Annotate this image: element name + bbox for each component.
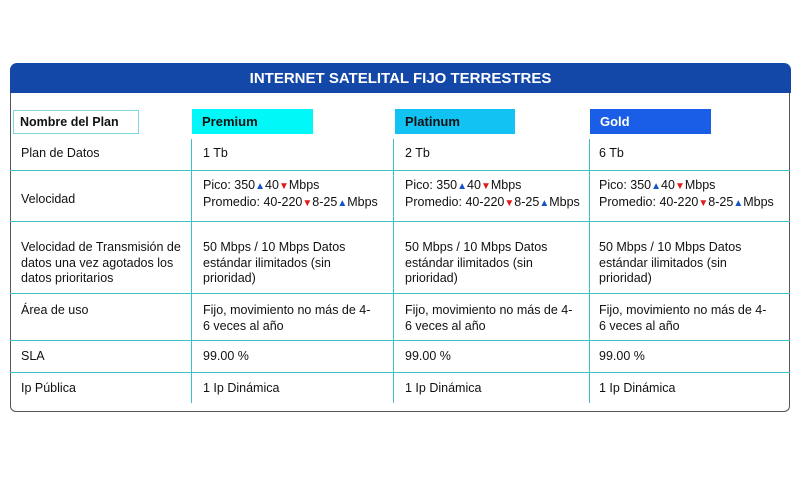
down-triangle-icon: ▼: [480, 181, 491, 192]
cell-velocidad-gold: [599, 178, 774, 211]
row-label-ip-publica: Ip Pública: [21, 381, 76, 395]
up-triangle-icon: ▲: [651, 181, 662, 192]
cell-sla-platinum: 99.00 %: [405, 349, 451, 363]
down-triangle-icon: ▼: [278, 181, 289, 192]
column-divider: [589, 139, 590, 403]
pico-mid: 40: [661, 178, 675, 192]
row-label-area-de-uso: Área de uso: [21, 303, 89, 317]
plan-header-label: Platinum: [405, 114, 460, 129]
row-label-sla: SLA: [21, 349, 45, 363]
cell-ip-gold: 1 Ip Dinámica: [599, 381, 676, 395]
promedio-suffix: Mbps: [347, 194, 378, 209]
cell-ip-platinum: 1 Ip Dinámica: [405, 381, 482, 395]
cell-ip-premium: 1 Ip Dinámica: [203, 381, 280, 395]
promedio-mid: 8-25: [514, 194, 540, 209]
cell-area-platinum: Fijo, movimiento no más de 4-6 veces al año: [405, 303, 573, 333]
plan-name-header: [13, 110, 139, 134]
up-triangle-icon: ▲: [733, 197, 744, 209]
column-divider: [393, 139, 394, 403]
row-divider: [10, 170, 790, 171]
pico-line: [203, 178, 378, 195]
row-divider: [10, 340, 790, 341]
promedio-prefix: Promedio: 40-220: [203, 194, 303, 209]
cell-plan-de-datos-premium: 1 Tb: [203, 146, 228, 160]
row-label-velocidad-transmision: Velocidad de Transmisión de datos una vez agotados los datos prioritarios: [21, 240, 181, 285]
pico-mid: 40: [467, 178, 481, 192]
cell-area-gold: Fijo, movimiento no más de 4-6 veces al año: [599, 303, 767, 333]
pico-suffix: Mbps: [684, 178, 716, 192]
plan-header-platinum: [395, 109, 515, 134]
pico-prefix: Pico: 350: [203, 178, 256, 192]
cell-velocidad-platinum: [405, 178, 580, 211]
up-triangle-icon: ▲: [457, 181, 468, 192]
page-title: INTERNET SATELITAL FIJO TERRESTRES: [249, 69, 552, 87]
pico-suffix: Mbps: [288, 178, 320, 192]
column-divider: [191, 139, 192, 403]
cell-sla-gold: 99.00 %: [599, 349, 645, 363]
promedio-suffix: Mbps: [549, 194, 580, 209]
pico-mid: 40: [265, 178, 279, 192]
cell-transmision-platinum: 50 Mbps / 10 Mbps Datos estándar ilimitados (sin prioridad): [405, 240, 548, 285]
up-triangle-icon: ▲: [539, 197, 550, 209]
promedio-prefix: Promedio: 40-220: [599, 194, 699, 209]
promedio-line: [203, 195, 378, 212]
down-triangle-icon: ▼: [302, 197, 313, 209]
promedio-line: [599, 195, 774, 212]
row-divider: [10, 221, 790, 222]
pico-prefix: Pico: 350: [405, 178, 458, 192]
cell-plan-de-datos-gold: 6 Tb: [599, 146, 624, 160]
up-triangle-icon: ▲: [337, 197, 348, 209]
pico-line: [599, 178, 774, 195]
row-divider: [10, 293, 790, 294]
down-triangle-icon: ▼: [674, 181, 685, 192]
down-triangle-icon: ▼: [698, 197, 709, 209]
pico-prefix: Pico: 350: [599, 178, 652, 192]
plan-header-gold: [590, 109, 711, 134]
cell-sla-premium: 99.00 %: [203, 349, 249, 363]
plan-header-label: Premium: [202, 114, 258, 129]
promedio-suffix: Mbps: [743, 194, 774, 209]
cell-transmision-premium: 50 Mbps / 10 Mbps Datos estándar ilimitados (sin prioridad): [203, 240, 346, 285]
pico-suffix: Mbps: [490, 178, 522, 192]
promedio-line: [405, 195, 580, 212]
up-triangle-icon: ▲: [255, 181, 266, 192]
row-label-velocidad: Velocidad: [21, 192, 76, 206]
cell-area-premium: Fijo, movimiento no más de 4-6 veces al año: [203, 303, 371, 333]
promedio-mid: 8-25: [708, 194, 734, 209]
table-title-banner: [10, 63, 791, 93]
cell-plan-de-datos-platinum: 2 Tb: [405, 146, 430, 160]
promedio-prefix: Promedio: 40-220: [405, 194, 505, 209]
cell-transmision-gold: 50 Mbps / 10 Mbps Datos estándar ilimitados (sin prioridad): [599, 240, 742, 285]
plan-header-label: Gold: [600, 114, 630, 129]
row-label-plan-de-datos: Plan de Datos: [21, 146, 100, 160]
down-triangle-icon: ▼: [504, 197, 515, 209]
row-divider: [10, 372, 790, 373]
pico-line: [405, 178, 580, 195]
plan-name-label: Nombre del Plan: [20, 115, 119, 129]
cell-velocidad-premium: [203, 178, 378, 211]
plan-header-premium: [192, 109, 313, 134]
promedio-mid: 8-25: [312, 194, 338, 209]
